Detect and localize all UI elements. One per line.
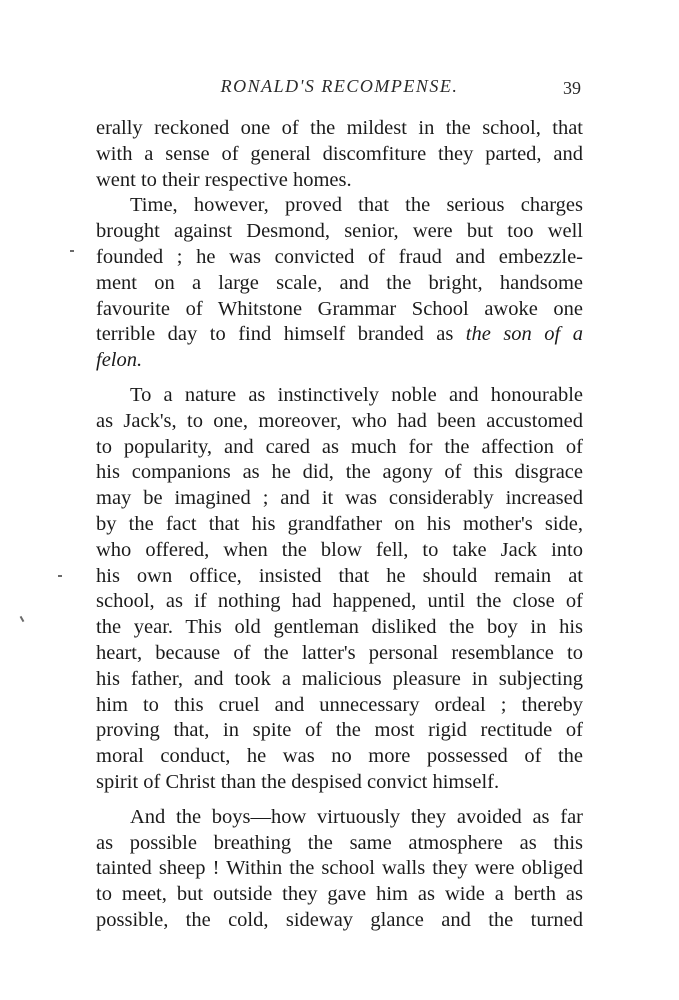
margin-mark [20, 616, 25, 622]
text-line: the year. This old gentleman disliked the boy in his [96, 616, 583, 639]
text-line: moral conduct, he was no more possessed of the [96, 745, 583, 768]
text-line: erally reckoned one of the mildest in the school, that [96, 117, 583, 139]
text-line: ment on a large scale, and the bright, handsome [96, 271, 583, 294]
paragraph [96, 116, 583, 193]
text-line: tainted sheep ! Within the school walls they were obliged [96, 857, 583, 880]
text-line: who offered, when the blow fell, to take Jack into [96, 538, 583, 561]
text-line: heart, because of the latter's personal resemblance to [96, 641, 583, 664]
paragraph [96, 383, 583, 796]
text-line: his own office, insisted that he should remain at [96, 564, 583, 587]
text-line: him to this cruel and unnecessary ordeal ; thereby [96, 693, 583, 716]
text-line: with a sense of general discomfiture they parted, and [96, 142, 583, 165]
text-line: may be imagined ; and it was considerably increased [96, 487, 583, 510]
text-line: school, as if nothing had happened, until the close of [96, 590, 583, 613]
text-line: as possible breathing the same atmosphere as this [96, 831, 583, 854]
text-line: brought against Desmond, senior, were but too well [96, 220, 583, 243]
text-line: And the boys—how virtuously they avoided as far [130, 805, 583, 828]
margin-mark [70, 250, 74, 252]
paragraph [96, 193, 583, 374]
text-line: Time, however, proved that the serious charges [130, 194, 583, 217]
paragraph [96, 805, 583, 934]
text-line: possible, the cold, sideway glance and the turned [96, 908, 583, 931]
text-line: as Jack's, to one, moreover, who had been accustomed [96, 409, 583, 432]
text-line [96, 322, 583, 348]
text-line: to meet, but outside they gave him as wide a berth as [96, 883, 583, 906]
text-line: founded ; he was convicted of fraud and embezzle- [96, 245, 583, 268]
text-line: To a nature as instinctively noble and honourable [130, 383, 583, 406]
text-line: proving that, in spite of the most rigid rectitude of [96, 719, 583, 742]
text-line-start: terrible day to find himself branded as [96, 323, 466, 346]
text-line: spirit of Christ than the despised convict himself. [96, 770, 500, 793]
running-title: RONALD'S RECOMPENSE. [220, 76, 459, 96]
body-text [96, 116, 583, 934]
text-line: to popularity, and cared as much for the affection of [96, 435, 583, 458]
text-line: his father, and took a malicious pleasure in subjecting [96, 667, 583, 690]
text-line-italic: felon. [96, 349, 143, 372]
text-line: went to their respective homes. [96, 168, 352, 191]
italic-phrase: the son of a [465, 323, 583, 346]
margin-mark [58, 575, 62, 577]
text-line: favourite of Whitstone Grammar School awoke one [96, 297, 583, 320]
text-line: his companions as he did, the agony of this disgrace [96, 461, 583, 484]
page-number: 39 [563, 78, 581, 98]
text-line: by the fact that his grandfather on his mother's side, [96, 512, 583, 535]
